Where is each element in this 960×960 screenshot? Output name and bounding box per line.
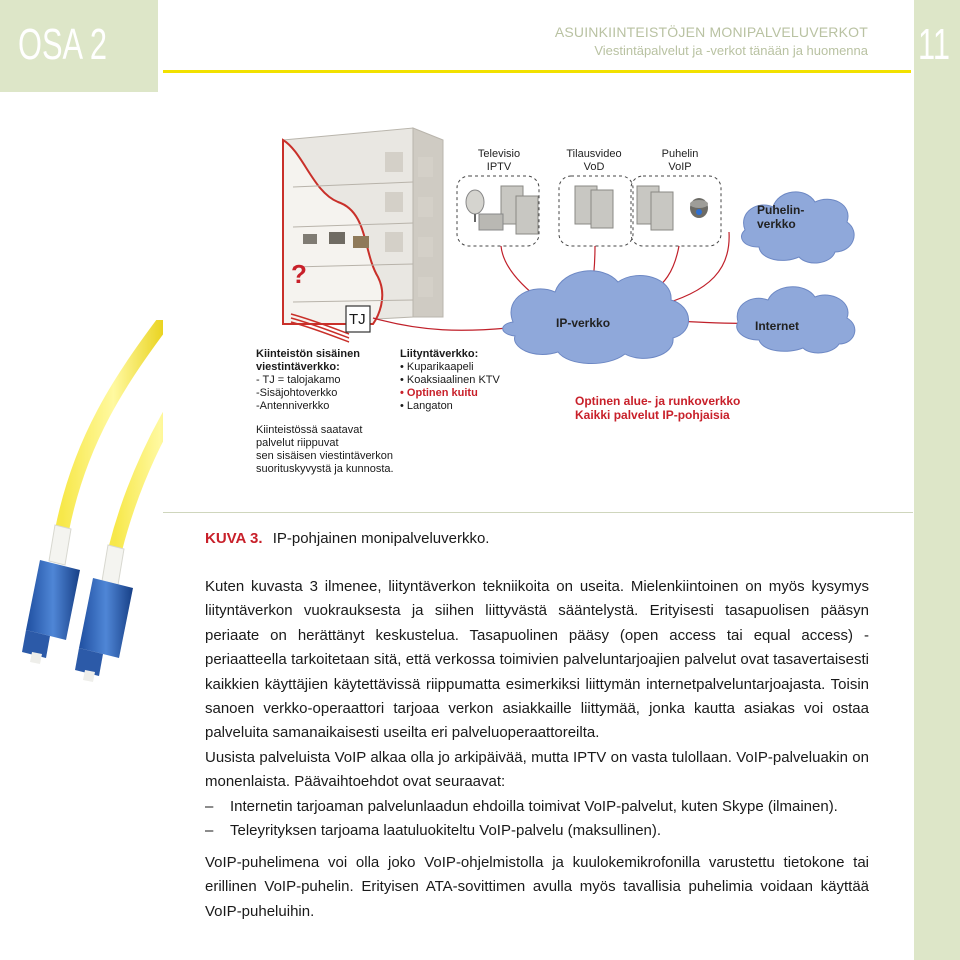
list-item: – Internetin tarjoaman palvelunlaadun ehdoilla toimivat VoIP-palvelut, kuten Skype (ilmainen). <box>205 795 869 819</box>
caption-label: KUVA 3. <box>205 530 263 547</box>
vod-service-label: Tilausvideo VoD <box>566 148 622 173</box>
phone-service-label: Puhelin VoIP <box>661 148 699 173</box>
phone-gateway-icon <box>690 198 708 218</box>
header-rule <box>163 70 911 73</box>
voip-options-list <box>205 795 869 843</box>
figure-caption <box>205 530 489 547</box>
section-label: OSA 2 <box>18 20 108 69</box>
list-item: – Teleyrityksen tarjoama laatuluokiteltu VoIP-palvelu (maksullinen). <box>205 819 869 843</box>
paragraph-3: VoIP-puhelimena voi olla joko VoIP-ohjelmistolla ja kuulokemikrofonilla varustettu tietokone tai erillinen VoIP-puhelin. Erityisen ATA-sovittimen avulla myös tavallisia puhelimia voidaan käyttää VoIP-puheluihin. <box>205 854 869 920</box>
inner-network-text: Kiinteistön sisäinen viestintäverkko: - TJ = talojakamo -Sisäjohtoverkko -Antenniverkko Kiinteistössä saatavat palvelut riippuvat sen sisäisen viestintäverkon suorituskyvystä ja kunnosta. <box>256 348 394 475</box>
network-figure <box>163 92 913 510</box>
paragraph-1: Kuten kuvasta 3 ilmenee, liityntäverkon tekniikoita on useita. Mielenkiintoinen on myös kysymys liityntäverkon vuokrauksesta ja siihen liittyvästä sääntelystä. Erityisesti tasapuolisen pääsyn periaate on herättänyt keskustelua. Tasapuolinen pääsy (open access tai equal access) -periaatteella tarkoitetaan sitä, että verkossa toimivien palveluntarjoajien palvelut ovat tasavertaisesti kaikkien käyttäjien käytettävissä riippumatta esimerkiksi liittymän internetpalveluntarjoajasta. Toisin sanoen verkko-operaattori tarjoaa verkon asiakkaille liittymää, jonka kautta asiakas voi ostaa palveluita samanaikaisesti useilta eri palveluoperaattoreilta. <box>205 578 869 742</box>
ip-verkko-label: IP-verkko <box>556 316 611 330</box>
tj-label: TJ <box>349 311 366 328</box>
internet-label: Internet <box>755 319 800 333</box>
access-network-text: Liityntäverkko: • Kuparikaapeli • Koaksiaalinen KTV • Optinen kuitu • Langaton <box>400 348 500 412</box>
puhelinverkko-label: Puhelin- verkko <box>757 203 805 231</box>
list-dash: – <box>205 798 214 815</box>
paragraph-2: Uusista palveluista VoIP alkaa olla jo arkipäivää, mutta IPTV on vasta tulollaan. VoIP-palveluakin on monenlaista. Päävaihtoehdot ovat seuraavat: <box>205 749 869 791</box>
backbone-text: Optinen alue- ja runkoverkko Kaikki palvelut IP-pohjaisia <box>575 394 741 422</box>
tv-service-label: Televisio IPTV <box>477 148 521 173</box>
running-title: ASUINKIINTEISTÖJEN MONIPALVELUVERKOT <box>554 24 868 40</box>
running-subtitle: Viestintäpalvelut ja -verkot tänään ja huomenna <box>594 43 868 58</box>
page-number: 11 <box>918 20 950 69</box>
figure-divider <box>163 512 913 513</box>
page-margin-band <box>914 0 960 960</box>
satellite-dish-icon <box>466 190 503 230</box>
list-dash: – <box>205 822 214 839</box>
question-mark: ? <box>291 259 307 289</box>
caption-text: IP-pohjainen monipalveluverkko. <box>272 530 490 547</box>
